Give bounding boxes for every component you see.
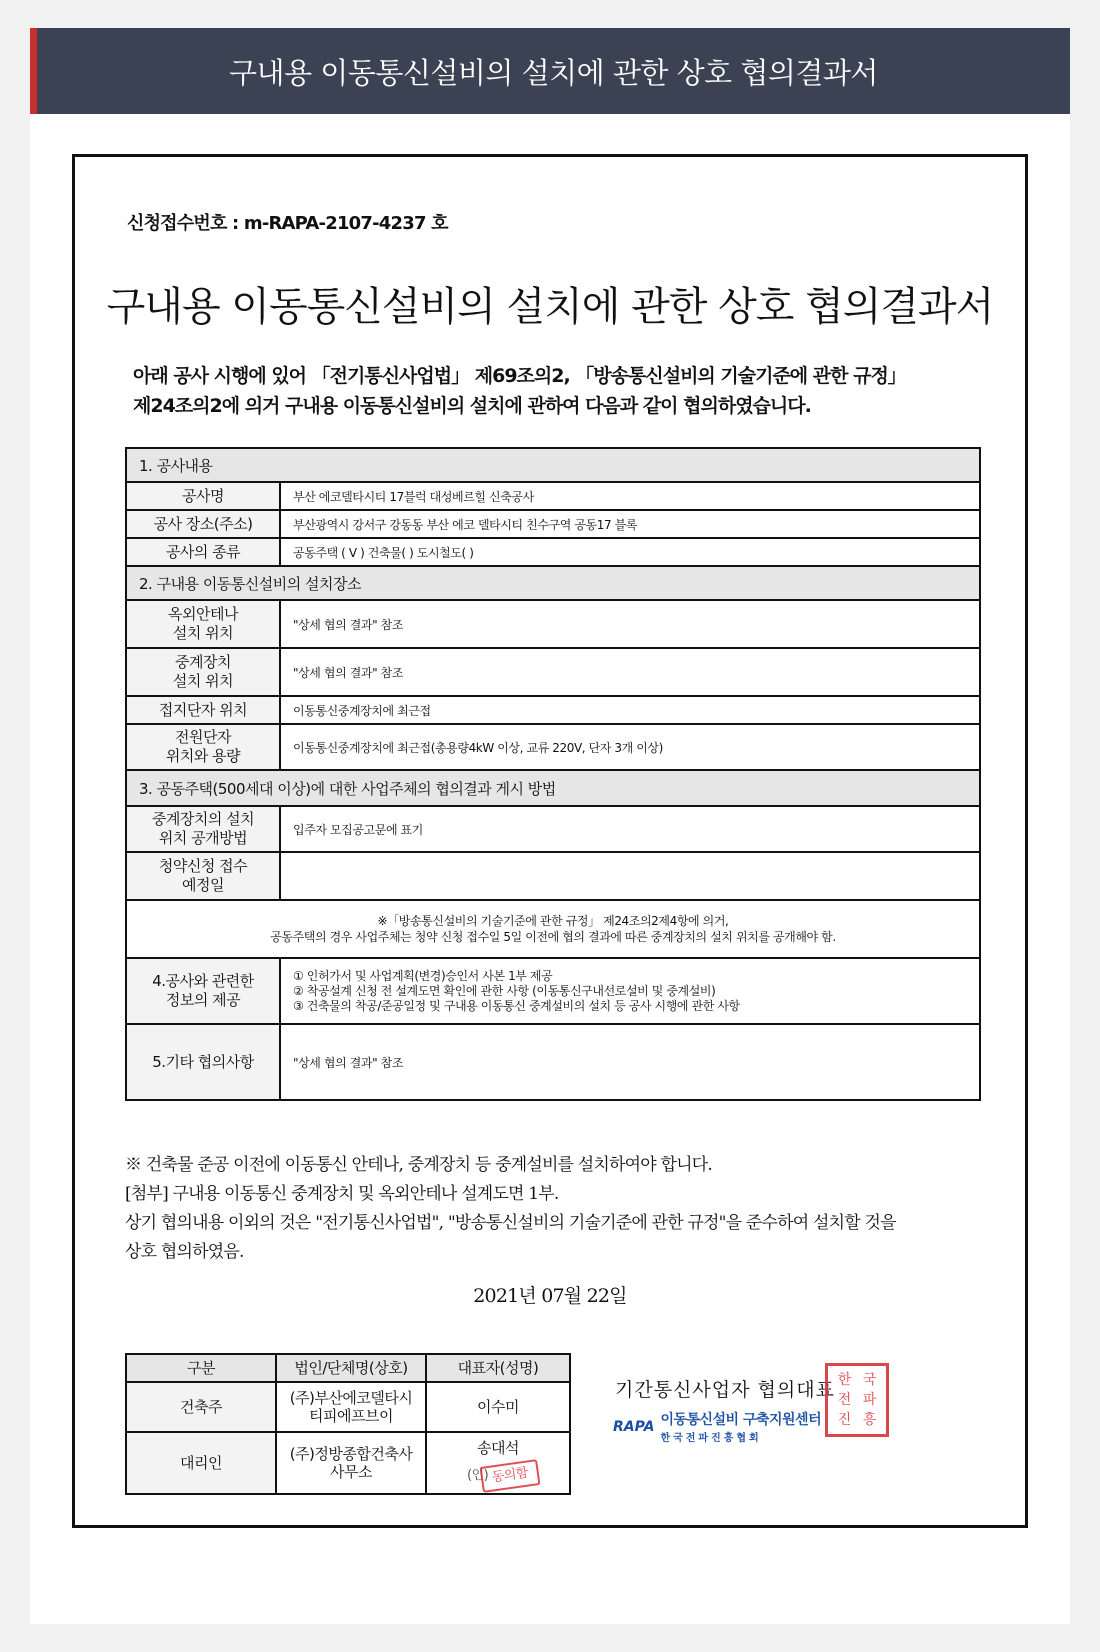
row-label: 공사 장소(주소) [127, 511, 281, 537]
note-line: ※「방송통신설비의 기술기준에 관한 규정」 제24조의2제4항에 의거, [377, 914, 729, 928]
seal-char: 진 [837, 1412, 852, 1428]
row-value: "상세 협의 결과" 참조 [293, 1055, 404, 1070]
org-line: (주)정방종합건축사 [289, 1445, 413, 1463]
agreement-stamp: 동의함 [479, 1459, 540, 1493]
row-label [127, 601, 281, 647]
intro-line: 아래 공사 시행에 있어 「전기통신사업법」 제69조의2, 「방송통신설비의 기술기준에 관한 규정」 [133, 365, 906, 387]
signature-table [125, 1353, 571, 1495]
label-line: 옥외안테나 [168, 605, 238, 623]
page-header [30, 28, 1070, 114]
table-row [125, 697, 981, 725]
label-line: 전원단자 [175, 728, 231, 746]
seal-char: 전 [837, 1392, 852, 1408]
rapa-signature [613, 1409, 821, 1444]
role-cell: 건축주 [126, 1382, 276, 1432]
table-row [125, 725, 981, 771]
intro-text [133, 361, 993, 421]
label-line: 예정일 [182, 876, 224, 894]
table-row [125, 959, 981, 1025]
label-line: 정보의 제공 [165, 991, 241, 1009]
note-line: ※ 건축물 준공 이전에 이동통신 안테나, 중계장치 등 중계설비를 설치하여야 합니다. [125, 1155, 712, 1175]
table-row [125, 853, 981, 901]
table-row [125, 1025, 981, 1101]
column-header: 대표자(성명) [426, 1354, 570, 1382]
section-title: 1. 공사내용 [139, 456, 213, 475]
role-cell: 대리인 [126, 1432, 276, 1494]
row-value: 이동통신중계장치에 최근접(총용량4kW 이상, 교류 220V, 단자 3개 이상) [293, 740, 663, 755]
section-title: 3. 공동주택(500세대 이상)에 대한 사업주체의 협의결과 게시 방법 [139, 779, 556, 798]
row-value: 부산광역시 강서구 강동동 부산 에코 델타시티 친수구역 공동17 블록 [293, 517, 637, 532]
row-label: 접지단자 위치 [127, 697, 281, 723]
label-line: 중계장치 [175, 653, 231, 671]
table-row [125, 539, 981, 567]
row-label: 공사명 [127, 483, 281, 509]
section-title: 2. 구내용 이동통신설비의 설치장소 [139, 574, 361, 593]
org-line: (주)부산에코델타시 [289, 1389, 413, 1407]
row-value: 이동통신중계장치에 최근접 [293, 703, 431, 718]
column-header: 법인/단체명(상호) [276, 1354, 426, 1382]
rep-cell [426, 1432, 570, 1494]
receipt-number: 신청접수번호 : m-RAPA-2107-4237 호 [127, 213, 448, 234]
section-header [125, 447, 981, 483]
row-label [127, 649, 281, 695]
row-label [127, 853, 281, 899]
label-line: 4.공사와 관련한 [152, 972, 254, 990]
row-value [281, 959, 979, 1023]
rep-cell: 이수미 [426, 1382, 570, 1432]
table-row [126, 1382, 570, 1432]
seal-char: 국 [862, 1372, 877, 1388]
footer-notes [125, 1151, 985, 1267]
org-line: 티피에프브이 [309, 1407, 393, 1425]
rapa-logo: RAPA [613, 1418, 655, 1435]
agreement-table [125, 447, 981, 1101]
seal-char: 한 [837, 1372, 852, 1388]
table-row [125, 601, 981, 649]
section-header [125, 771, 981, 807]
legal-note [125, 901, 981, 959]
carrier-label: 기간통신사업자 협의대표 [615, 1379, 835, 1401]
label-line: 위치와 용량 [165, 747, 241, 765]
list-item: ② 착공설계 신청 전 설계도면 확인에 관한 사항 (이동통신구내선로설비 및 중계설비) [293, 983, 716, 998]
row-value: 입주자 모집공고문에 표기 [293, 822, 423, 837]
intro-line: 제24조의2에 의거 구내용 이동통신설비의 설치에 관하여 다음과 같이 협의하였습니다. [133, 395, 811, 417]
page-title: 구내용 이동통신설비의 설치에 관한 상호 협의결과서 [229, 55, 878, 90]
document-frame [72, 154, 1028, 1528]
note-line: [첨부] 구내용 이동통신 중계장치 및 옥외안테나 설계도면 1부. [125, 1184, 559, 1204]
table-header-row [126, 1354, 570, 1382]
label-line: 중계장치의 설치 [151, 810, 255, 828]
row-value: "상세 협의 결과" 참조 [293, 617, 404, 632]
seal-char: 흥 [862, 1412, 877, 1428]
note-line: 상기 협의내용 이외의 것은 "전기통신사업법", "방송통신설비의 기술기준에 관한 규정"을 준수하여 설치할 것을 [125, 1213, 896, 1233]
row-value: 부산 에코델타시티 17블럭 대성베르힐 신축공사 [293, 489, 534, 504]
rep-name: 송대석 [477, 1439, 519, 1457]
seal-char: 파 [862, 1392, 877, 1408]
org-line: 사무소 [330, 1463, 372, 1481]
table-row [125, 649, 981, 697]
document-title: 구내용 이동통신설비의 설치에 관한 상호 협의결과서 [106, 284, 994, 330]
row-value [281, 853, 979, 899]
org-cell [276, 1382, 426, 1432]
official-seal [825, 1363, 889, 1437]
agreement-date: 2021년 07월 22일 [473, 1285, 627, 1307]
row-label [127, 959, 281, 1023]
column-header: 구분 [126, 1354, 276, 1382]
seal-mark: (인) [467, 1468, 489, 1483]
row-value: "상세 협의 결과" 참조 [293, 665, 404, 680]
table-row [125, 483, 981, 511]
section-header [125, 567, 981, 601]
row-label [127, 725, 281, 769]
label-line: 설치 위치 [172, 672, 234, 690]
table-row [125, 511, 981, 539]
note-line: 상호 협의하였음. [125, 1242, 244, 1262]
table-row [125, 807, 981, 853]
label-line: 설치 위치 [172, 624, 234, 642]
label-line: 위치 공개방법 [158, 829, 248, 847]
note-line: 공동주택의 경우 사업주체는 청약 신청 접수일 5일 이전에 협의 결과에 따른 중계장치의 설치 위치를 공개해야 함. [270, 930, 836, 944]
rapa-center-name: 이동통신설비 구축지원센터 [660, 1412, 822, 1428]
table-row [126, 1432, 570, 1494]
list-item: ① 인허가서 및 사업계획(변경)승인서 사본 1부 제공 [293, 968, 553, 983]
list-item: ③ 건축물의 착공/준공일정 및 구내용 이동통신 중계설비의 설치 등 공사 시행에 관한 사항 [293, 998, 740, 1013]
row-value: 공동주택 ( V ) 건축물( ) 도시철도( ) [293, 545, 474, 560]
row-label: 공사의 종류 [127, 539, 281, 565]
org-cell [276, 1432, 426, 1494]
row-label: 5.기타 협의사항 [127, 1025, 281, 1099]
row-label [127, 807, 281, 851]
rapa-text [660, 1409, 821, 1444]
rapa-org-name: 한국전파진흥협회 [660, 1433, 762, 1444]
label-line: 청약신청 접수 [158, 857, 248, 875]
